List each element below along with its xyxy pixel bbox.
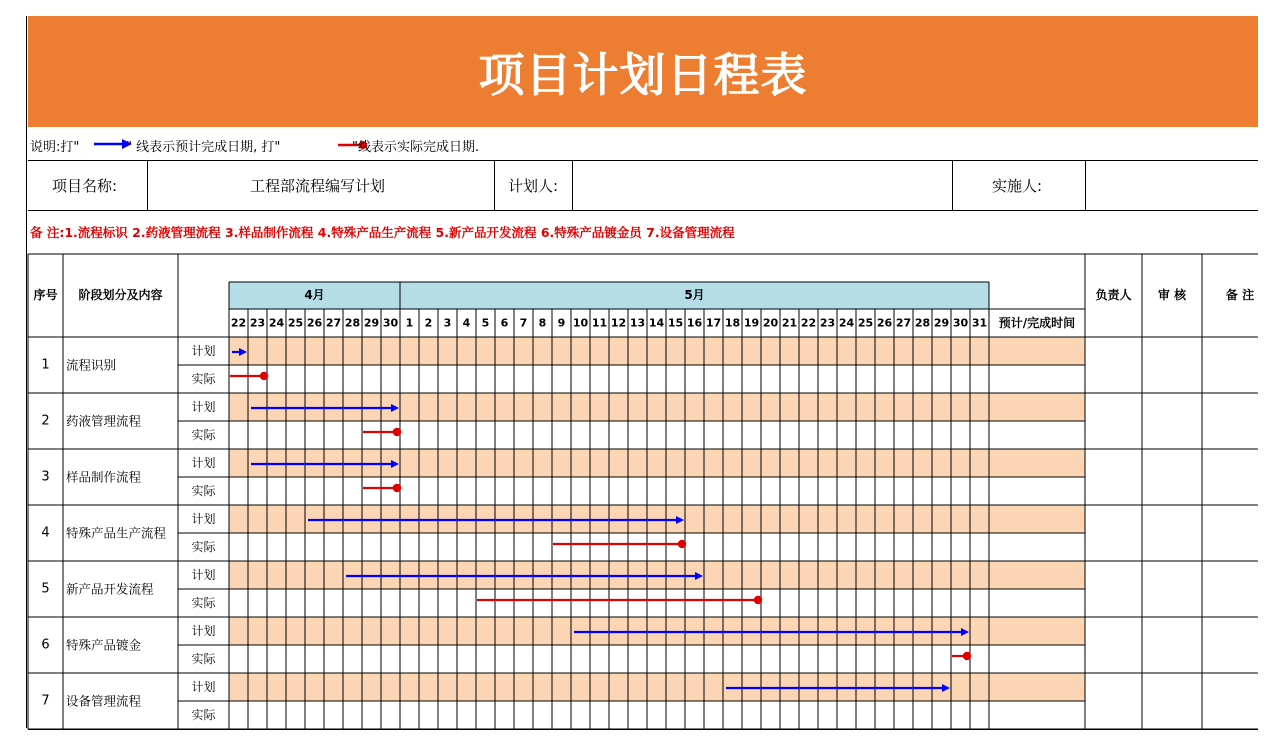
row-type-plan: 计划 — [191, 624, 216, 638]
day-header: 22 — [230, 316, 247, 330]
day-header: 1 — [405, 316, 414, 330]
row-type-plan: 计划 — [191, 680, 216, 694]
header-review: 审 核 — [1157, 288, 1187, 302]
day-header: 4 — [462, 316, 471, 330]
day-header: 7 — [519, 316, 528, 330]
task-index: 5 — [41, 581, 50, 597]
day-header: 25 — [857, 316, 874, 330]
day-header: 18 — [724, 316, 741, 330]
row-type-plan: 计划 — [191, 456, 216, 470]
row-type-actual: 实际 — [191, 540, 216, 554]
planner-label: 计划人: — [508, 177, 559, 195]
day-header: 3 — [443, 316, 452, 330]
header-index: 序号 — [33, 288, 58, 302]
actual-end-dot — [393, 428, 401, 436]
day-header: 23 — [819, 316, 836, 330]
day-header: 25 — [287, 316, 304, 330]
executor-label: 实施人: — [992, 177, 1043, 195]
task-index: 2 — [41, 413, 50, 429]
day-header: 26 — [306, 316, 323, 330]
row-type-plan: 计划 — [191, 400, 216, 414]
day-header: 5 — [481, 316, 490, 330]
day-header: 10 — [572, 316, 589, 330]
day-header: 14 — [648, 316, 665, 330]
actual-end-dot — [393, 484, 401, 492]
legend-text-2: " 线表示预计完成日期, 打" — [126, 140, 281, 155]
header-stage: 阶段划分及内容 — [78, 288, 163, 302]
task-name: 新产品开发流程 — [66, 581, 154, 597]
day-header: 15 — [667, 316, 684, 330]
task-index: 6 — [41, 637, 50, 653]
header-planned-time: 预计/完成时间 — [998, 316, 1076, 330]
row-type-actual: 实际 — [191, 428, 216, 442]
day-header: 17 — [705, 316, 722, 330]
day-header: 24 — [838, 316, 855, 330]
day-header: 2 — [424, 316, 433, 330]
plan-row-bg — [229, 337, 1085, 365]
plan-row-bg — [229, 673, 1085, 701]
day-header: 26 — [876, 316, 893, 330]
task-name: 特殊产品镀金 — [66, 637, 142, 653]
remark-note: 备 注:1.流程标识 2.药液管理流程 3.样品制作流程 4.特殊产品生产流程 5.新产品开发流程 6.特殊产品镀金员 7.设备管理流程 — [30, 225, 735, 240]
actual-end-dot — [963, 652, 971, 660]
day-header: 9 — [557, 316, 566, 330]
row-type-plan: 计划 — [191, 344, 216, 358]
day-header: 16 — [686, 316, 703, 330]
task-index: 1 — [41, 357, 50, 373]
task-index: 3 — [41, 469, 50, 485]
project-name-label: 项目名称: — [52, 177, 118, 195]
task-name: 样品制作流程 — [66, 469, 142, 485]
day-header: 29 — [933, 316, 950, 330]
row-type-actual: 实际 — [191, 484, 216, 498]
task-name: 设备管理流程 — [66, 693, 142, 709]
header-may: 5月 — [684, 288, 705, 302]
actual-end-dot — [678, 540, 686, 548]
task-name: 药液管理流程 — [66, 413, 142, 429]
day-header: 28 — [914, 316, 931, 330]
day-header: 31 — [971, 316, 988, 330]
header-remark: 备 注 — [1225, 288, 1255, 302]
header-april: 4月 — [304, 288, 325, 302]
task-name: 流程识别 — [66, 357, 117, 373]
day-header: 11 — [591, 316, 608, 330]
legend-text-3: "线表示实际完成日期. — [352, 140, 480, 155]
actual-end-dot — [754, 596, 762, 604]
row-type-plan: 计划 — [191, 568, 216, 582]
day-header: 8 — [538, 316, 547, 330]
actual-end-dot — [260, 372, 268, 380]
day-header: 22 — [800, 316, 817, 330]
day-header: 27 — [325, 316, 342, 330]
header-owner: 负责人 — [1095, 288, 1132, 302]
day-header: 6 — [500, 316, 509, 330]
day-header: 24 — [268, 316, 285, 330]
day-header: 20 — [762, 316, 779, 330]
day-header: 13 — [629, 316, 646, 330]
day-header: 12 — [610, 316, 627, 330]
task-index: 7 — [41, 693, 50, 709]
page-title: 项目计划日程表 — [478, 47, 808, 102]
day-header: 28 — [344, 316, 361, 330]
row-type-actual: 实际 — [191, 372, 216, 386]
day-header: 19 — [743, 316, 760, 330]
day-header: 27 — [895, 316, 912, 330]
day-header: 29 — [363, 316, 380, 330]
row-type-actual: 实际 — [191, 652, 216, 666]
day-header: 30 — [952, 316, 969, 330]
legend-text-1: 说明:打" — [30, 140, 80, 155]
row-type-actual: 实际 — [191, 708, 216, 722]
day-header: 21 — [781, 316, 798, 330]
day-header: 23 — [249, 316, 266, 330]
row-type-actual: 实际 — [191, 596, 216, 610]
task-name: 特殊产品生产流程 — [66, 525, 167, 541]
day-header: 30 — [382, 316, 399, 330]
task-index: 4 — [41, 525, 50, 541]
row-type-plan: 计划 — [191, 512, 216, 526]
project-name-value[interactable]: 工程部流程编写计划 — [250, 177, 386, 195]
